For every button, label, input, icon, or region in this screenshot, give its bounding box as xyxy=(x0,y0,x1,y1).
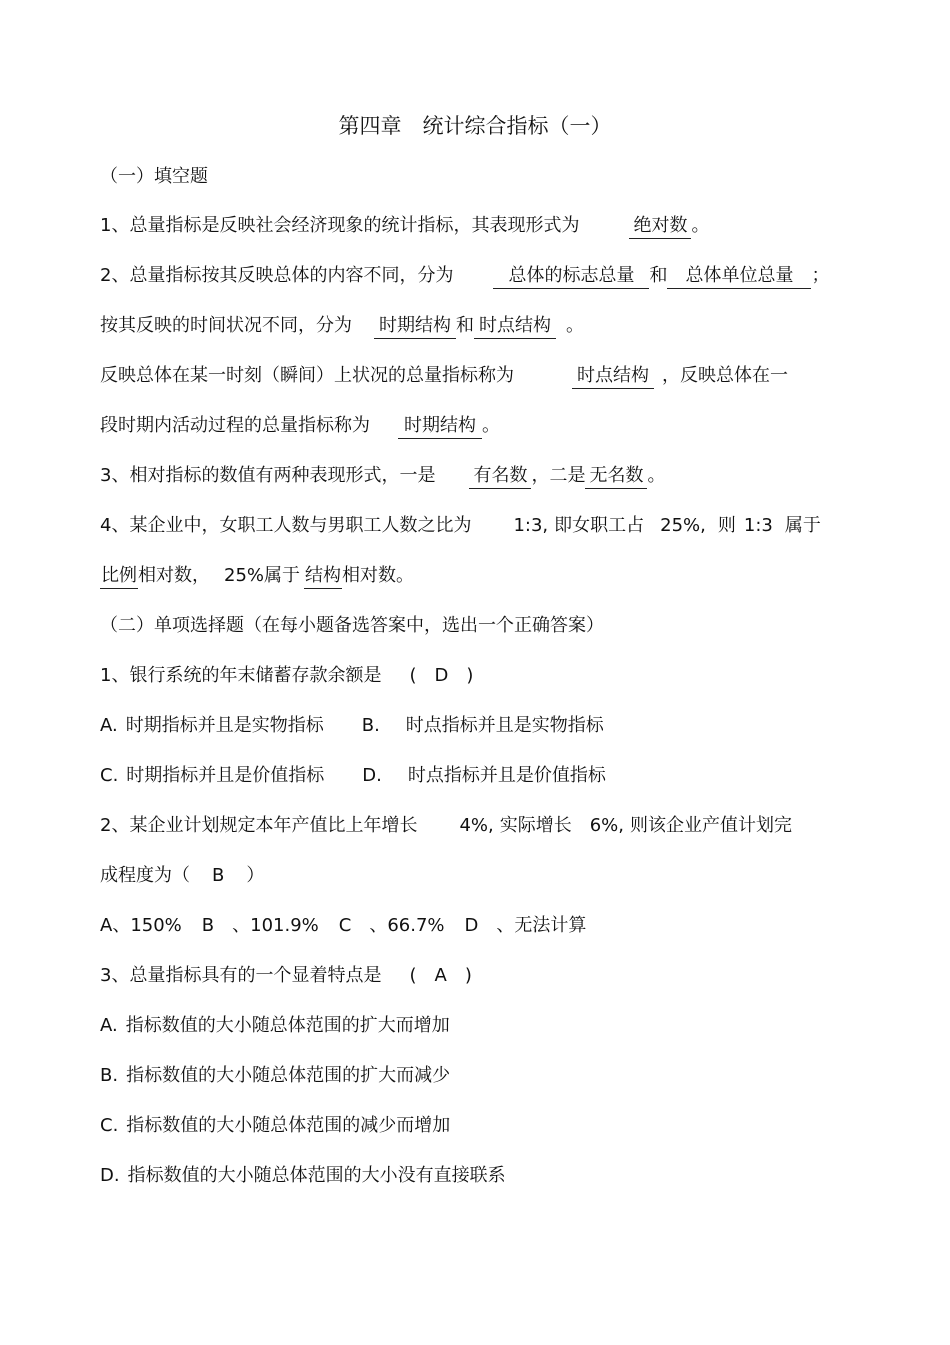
page-title: 第四章 统计综合指标（一） xyxy=(338,114,612,138)
fill-q3-answer-2: 无名数 xyxy=(585,464,647,489)
fill-q1: 1、总量指标是反映社会经济现象的统计指标，其表现形式为 绝对数 。 xyxy=(100,214,830,239)
choice-q2-stem-line1: 2、某企业计划规定本年产值比上年增长 4%, 实际增长 6%, 则该企业产值计划完 xyxy=(100,815,793,836)
choice-q2-options: A、150% B 、101.9% C 、66.7% D 、无法计算 xyxy=(100,915,587,936)
fill-q2-line3: 反映总体在某一时刻（瞬间）上状况的总量指标称为 时点结构 ，反映总体在一 xyxy=(100,364,830,389)
fill-q3: 3、相对指标的数值有两种表现形式，一是 有名数 ，二是 无名数 。 xyxy=(100,464,830,489)
choice-q1-stem: 1、银行系统的年末储蓄存款余额是 ( D ) xyxy=(100,665,474,686)
fill-q4-line1: 4、某企业中，女职工人数与男职工人数之比为 1:3, 即女职工占 25%, 则 1:3 属于 xyxy=(100,515,821,536)
choice-q3-option-a: A. 指标数值的大小随总体范围的扩大而增加 xyxy=(100,1015,450,1036)
fill-q4-answer-2: 结构 xyxy=(304,564,342,589)
choice-q1-answer: D xyxy=(434,665,449,686)
fill-q1-answer: 绝对数 xyxy=(629,214,691,239)
fill-q2-answer-5: 时点结构 xyxy=(572,364,654,389)
choice-q2-answer: B xyxy=(212,865,225,886)
choice-q1-options-cd: C. 时期指标并且是价值指标 D. 时点指标并且是价值指标 xyxy=(100,765,606,786)
choice-q2-stem-line2: 成程度为（ B ） xyxy=(100,865,265,886)
fill-q2-answer-1: 总体的标志总量 xyxy=(493,264,649,289)
fill-q2-answer-2: 总体单位总量 xyxy=(667,264,811,289)
choice-q3-answer: A xyxy=(434,965,447,986)
section-heading-fill-blank: （一）填空题 xyxy=(100,166,208,187)
fill-q2-line4: 段时期内活动过程的总量指标称为 时期结构 。 xyxy=(100,414,830,439)
fill-q2-answer-3: 时期结构 xyxy=(374,314,456,339)
fill-q2-line2: 按其反映的时间状况不同，分为 时期结构 和 时点结构 。 xyxy=(100,314,830,339)
fill-q1-text: 1、总量指标是反映社会经济现象的统计指标，其表现形式为 xyxy=(100,215,580,236)
fill-q4-answer-1: 比例 xyxy=(100,564,138,589)
fill-q2-line1: 2、总量指标按其反映总体的内容不同，分为 总体的标志总量 和 总体单位总量 ； xyxy=(100,264,830,289)
fill-q2-answer-4: 时点结构 xyxy=(474,314,556,339)
fill-q2-answer-6: 时期结构 xyxy=(398,414,482,439)
choice-q3-option-d: D. 指标数值的大小随总体范围的大小没有直接联系 xyxy=(100,1165,506,1186)
choice-q1-options-ab: A. 时期指标并且是实物指标 B. 时点指标并且是实物指标 xyxy=(100,715,604,736)
choice-q3-option-b: B. 指标数值的大小随总体范围的扩大而减少 xyxy=(100,1065,451,1086)
choice-q3-stem: 3、总量指标具有的一个显着特点是 ( A ) xyxy=(100,965,472,986)
fill-q4-line2: 比例相对数， 25%属于 结构相对数。 xyxy=(100,564,830,589)
choice-q3-option-c: C. 指标数值的大小随总体范围的减少而增加 xyxy=(100,1115,451,1136)
section-heading-single-choice: （二）单项选择题（在每小题备选答案中，选出一个正确答案） xyxy=(100,615,604,636)
fill-q3-answer-1: 有名数 xyxy=(469,464,531,489)
